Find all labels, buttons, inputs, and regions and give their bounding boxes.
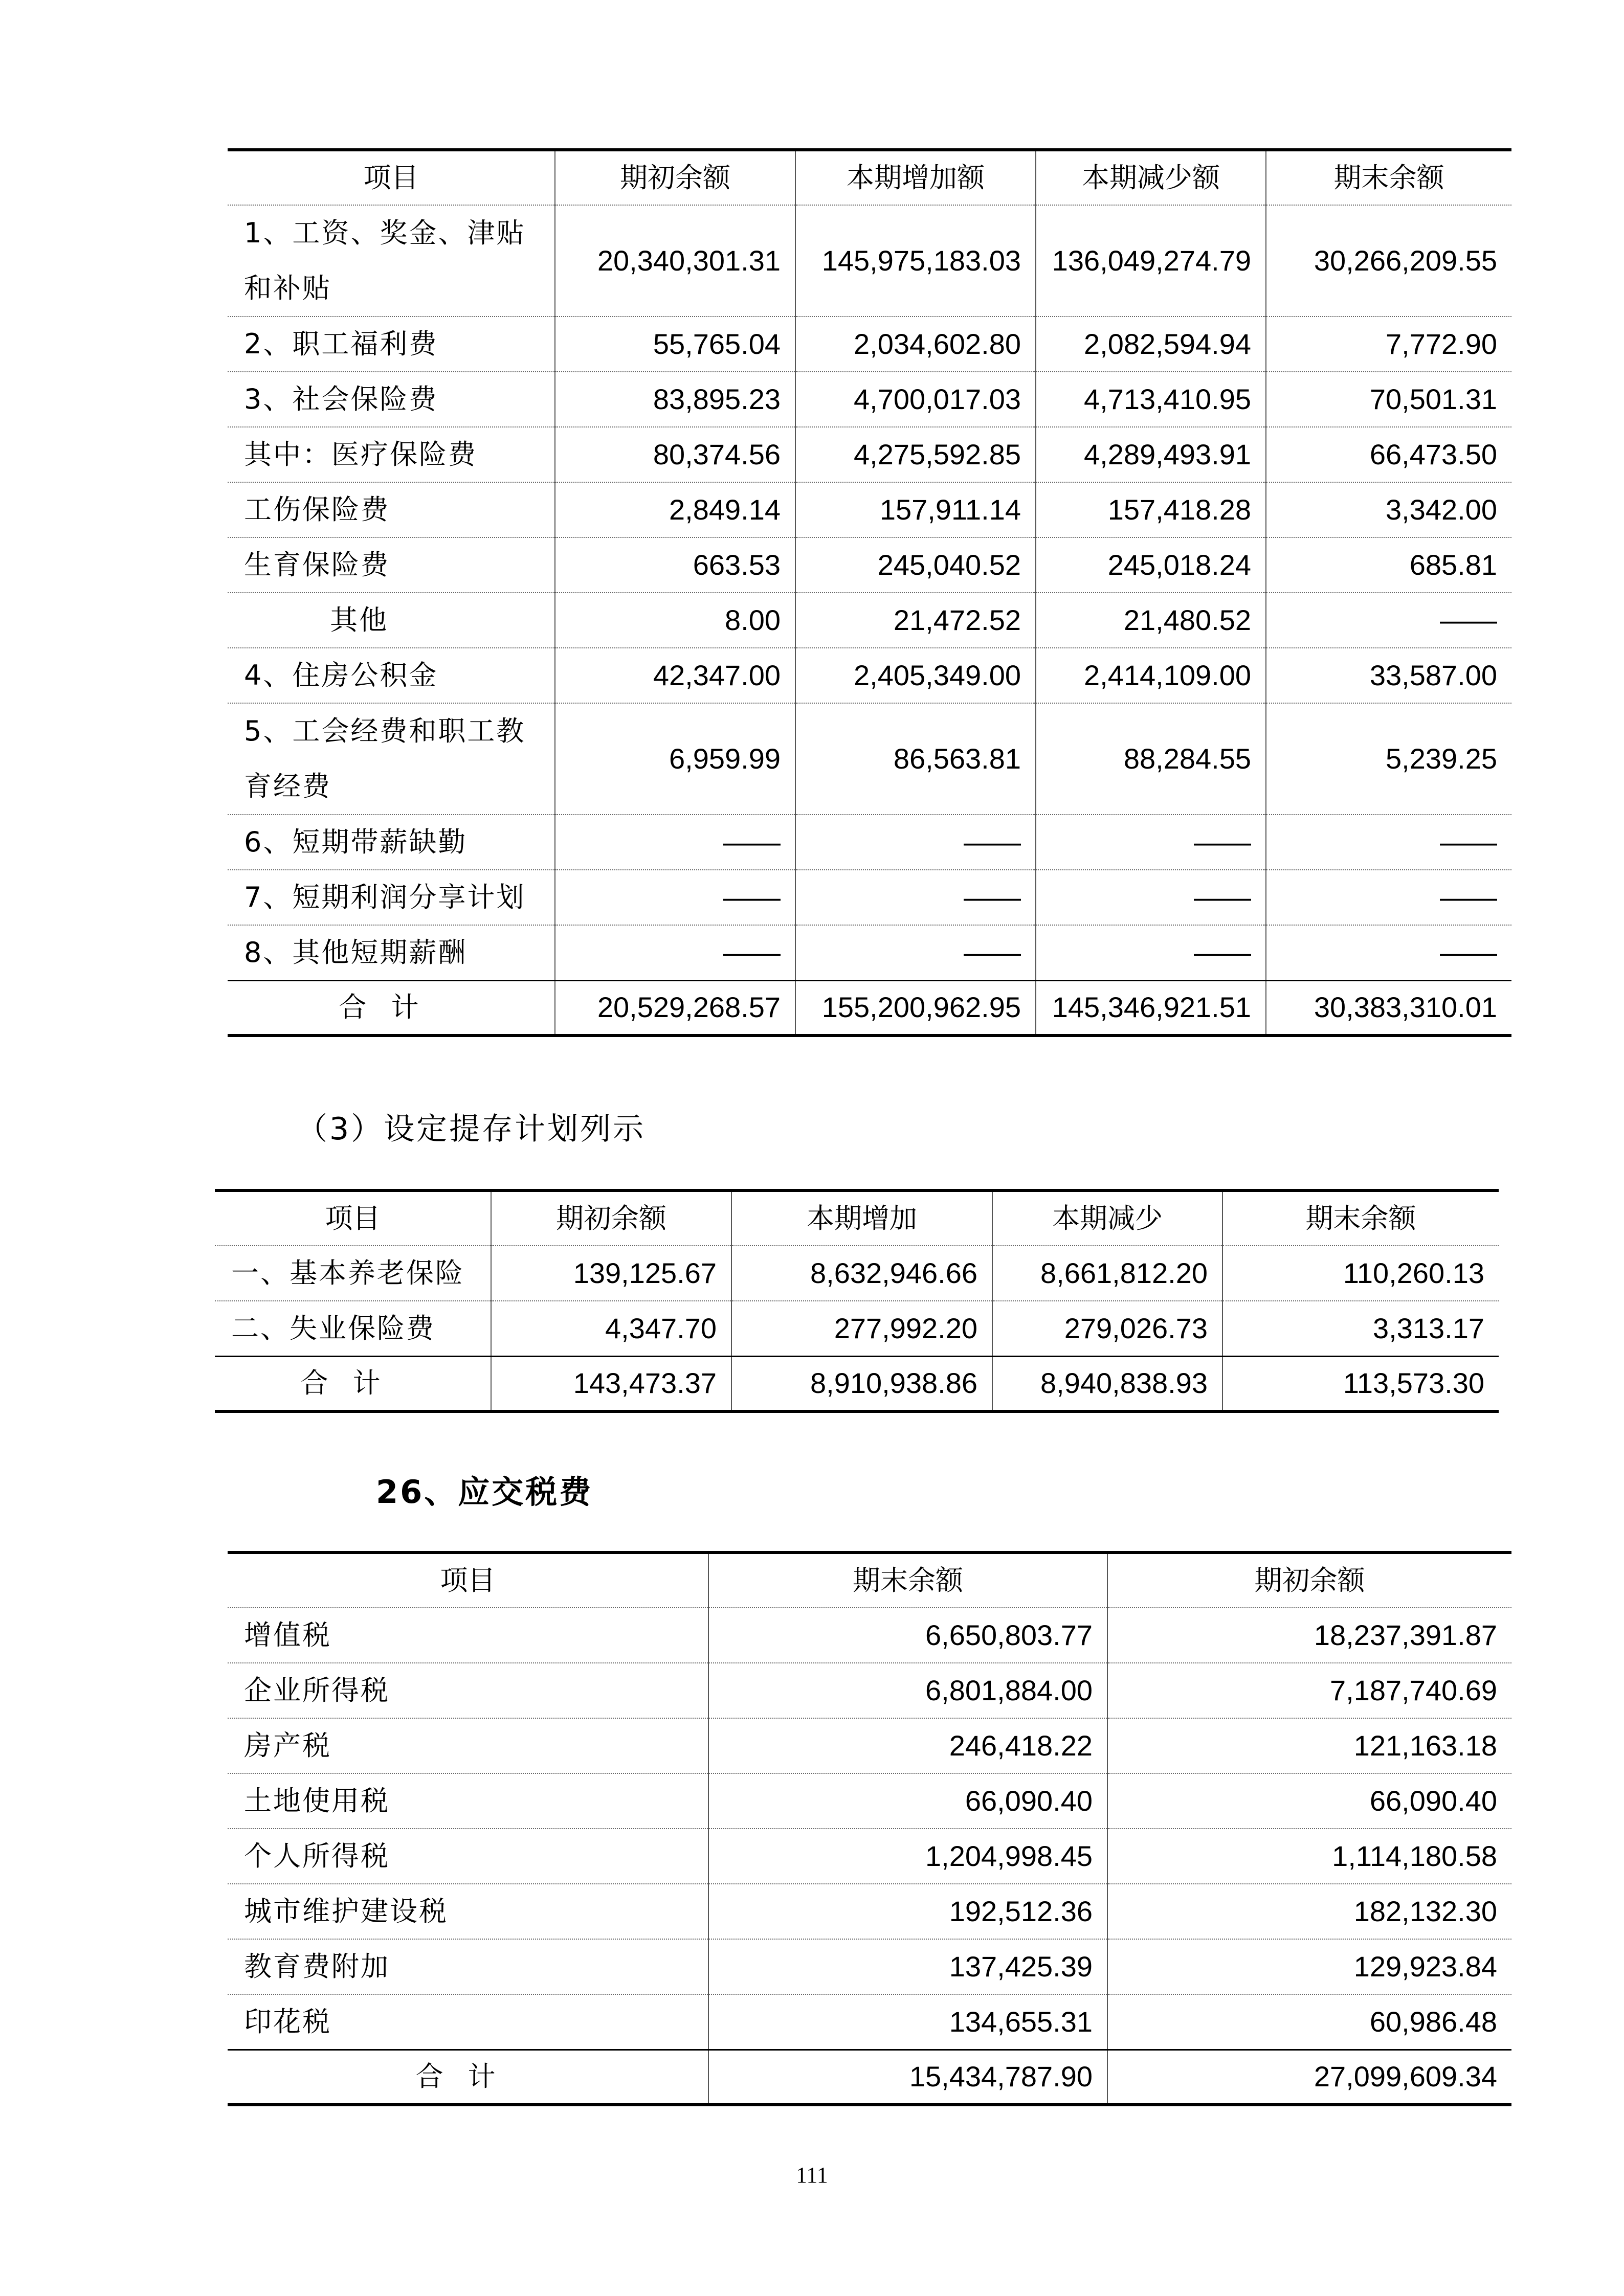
table-row xyxy=(228,1829,1511,1884)
item-label: 土地使用税 xyxy=(228,1773,708,1829)
amount-cell: 2,082,594.94 xyxy=(1036,317,1266,372)
item-label: 教育费附加 xyxy=(228,1939,708,1994)
total-row xyxy=(228,980,1511,1036)
item-label: 合计 xyxy=(215,1356,491,1411)
amount-cell: 245,040.52 xyxy=(795,537,1036,593)
item-label: 3、社会保险费 xyxy=(228,372,555,427)
item-label: 合计 xyxy=(228,2050,708,2105)
amount-cell: —— xyxy=(1266,925,1511,980)
column-header: 项目 xyxy=(363,161,419,194)
amount-cell: —— xyxy=(1266,815,1511,870)
item-label: 4、住房公积金 xyxy=(228,648,555,703)
item-label: 二、失业保险费 xyxy=(215,1301,491,1356)
amount-cell: 80,374.56 xyxy=(555,427,795,482)
amount-cell: 42,347.00 xyxy=(555,648,795,703)
amount-cell: 134,655.31 xyxy=(708,1994,1107,2050)
item-label: 8、其他短期薪酬 xyxy=(228,925,555,980)
table-header-row xyxy=(215,1190,1499,1246)
amount-cell: 2,034,602.80 xyxy=(795,317,1036,372)
table-row xyxy=(228,482,1511,537)
defined-contribution-body xyxy=(215,1190,1499,1411)
amount-cell: 7,772.90 xyxy=(1266,317,1511,372)
column-header: 本期减少 xyxy=(992,1190,1222,1246)
amount-cell: 136,049,274.79 xyxy=(1036,205,1266,317)
amount-cell: 88,284.55 xyxy=(1036,703,1266,815)
column-header: 期初余额 xyxy=(1107,1552,1511,1608)
item-label: 其他 xyxy=(228,593,555,648)
table-row xyxy=(228,1663,1511,1718)
amount-cell: —— xyxy=(1036,815,1266,870)
amount-cell: 21,472.52 xyxy=(795,593,1036,648)
amount-cell: 246,418.22 xyxy=(708,1718,1107,1773)
table-row xyxy=(228,1994,1511,2050)
amount-cell: 83,895.23 xyxy=(555,372,795,427)
item-label: 工伤保险费 xyxy=(228,482,555,537)
amount-cell: 20,340,301.31 xyxy=(555,205,795,317)
amount-cell: 2,414,109.00 xyxy=(1036,648,1266,703)
amount-cell: 113,573.30 xyxy=(1222,1356,1499,1411)
section-heading-taxes-payable: 26、应交税费 xyxy=(376,1473,593,1511)
amount-cell: 157,911.14 xyxy=(795,482,1036,537)
column-header: 项目 xyxy=(325,1202,381,1234)
amount-cell: 143,473.37 xyxy=(491,1356,731,1411)
amount-cell: —— xyxy=(555,815,795,870)
item-label: 合计 xyxy=(228,980,555,1036)
amount-cell: —— xyxy=(555,870,795,925)
amount-cell: 182,132.30 xyxy=(1107,1884,1511,1939)
table-row xyxy=(228,372,1511,427)
amount-cell: 66,090.40 xyxy=(1107,1773,1511,1829)
amount-cell: —— xyxy=(795,925,1036,980)
page-number: 111 xyxy=(796,2163,828,2188)
table-row xyxy=(228,1939,1511,1994)
column-header: 期末余额 xyxy=(1222,1190,1499,1246)
column-header: 期初余额 xyxy=(491,1190,731,1246)
column-header: 期初余额 xyxy=(555,150,795,205)
defined-contribution-table xyxy=(215,1189,1499,1413)
item-label: 其中：医疗保险费 xyxy=(228,427,555,482)
item-label: 增值税 xyxy=(228,1608,708,1663)
table-row xyxy=(228,317,1511,372)
table-row xyxy=(228,1884,1511,1939)
amount-cell: 27,099,609.34 xyxy=(1107,2050,1511,2105)
item-label: 个人所得税 xyxy=(228,1829,708,1884)
amount-cell: 30,383,310.01 xyxy=(1266,980,1511,1036)
column-header: 本期减少额 xyxy=(1036,150,1266,205)
amount-cell: 157,418.28 xyxy=(1036,482,1266,537)
amount-cell: 139,125.67 xyxy=(491,1246,731,1301)
amount-cell: 2,405,349.00 xyxy=(795,648,1036,703)
amount-cell: 8,940,838.93 xyxy=(992,1356,1222,1411)
item-label: 印花税 xyxy=(228,1994,708,2050)
amount-cell: 18,237,391.87 xyxy=(1107,1608,1511,1663)
table-row xyxy=(228,703,1511,815)
amount-cell: —— xyxy=(795,870,1036,925)
table-row xyxy=(215,1246,1499,1301)
item-label: 房产税 xyxy=(228,1718,708,1773)
amount-cell: 245,018.24 xyxy=(1036,537,1266,593)
amount-cell: 20,529,268.57 xyxy=(555,980,795,1036)
item-label: 6、短期带薪缺勤 xyxy=(228,815,555,870)
table-row xyxy=(228,1608,1511,1663)
amount-cell: 277,992.20 xyxy=(731,1301,992,1356)
amount-cell: 3,313.17 xyxy=(1222,1301,1499,1356)
amount-cell: 60,986.48 xyxy=(1107,1994,1511,2050)
item-label: 5、工会经费和职工教育经费 xyxy=(228,703,555,815)
amount-cell: 6,959.99 xyxy=(555,703,795,815)
amount-cell: 663.53 xyxy=(555,537,795,593)
amount-cell: 6,650,803.77 xyxy=(708,1608,1107,1663)
column-header: 本期增加额 xyxy=(795,150,1036,205)
column-header: 期末余额 xyxy=(708,1552,1107,1608)
amount-cell: 33,587.00 xyxy=(1266,648,1511,703)
amount-cell: 1,114,180.58 xyxy=(1107,1829,1511,1884)
amount-cell: 8,661,812.20 xyxy=(992,1246,1222,1301)
amount-cell: 137,425.39 xyxy=(708,1939,1107,1994)
amount-cell: —— xyxy=(1036,870,1266,925)
table-row xyxy=(228,1718,1511,1773)
amount-cell: 5,239.25 xyxy=(1266,703,1511,815)
amount-cell: 129,923.84 xyxy=(1107,1939,1511,1994)
amount-cell: 6,801,884.00 xyxy=(708,1663,1107,1718)
amount-cell: 21,480.52 xyxy=(1036,593,1266,648)
table-row xyxy=(228,870,1511,925)
amount-cell: 110,260.13 xyxy=(1222,1246,1499,1301)
amount-cell: 55,765.04 xyxy=(555,317,795,372)
table-row xyxy=(228,1773,1511,1829)
amount-cell: 1,204,998.45 xyxy=(708,1829,1107,1884)
column-header: 本期增加 xyxy=(731,1190,992,1246)
section-heading-defined-contribution: （3）设定提存计划列示 xyxy=(297,1111,646,1147)
column-header: 期末余额 xyxy=(1266,150,1511,205)
amount-cell: 3,342.00 xyxy=(1266,482,1511,537)
amount-cell: 4,275,592.85 xyxy=(795,427,1036,482)
amount-cell: 4,700,017.03 xyxy=(795,372,1036,427)
amount-cell: 4,347.70 xyxy=(491,1301,731,1356)
amount-cell: 4,289,493.91 xyxy=(1036,427,1266,482)
amount-cell: —— xyxy=(1266,593,1511,648)
table-header-row xyxy=(228,150,1511,205)
item-label: 生育保险费 xyxy=(228,537,555,593)
amount-cell: 4,713,410.95 xyxy=(1036,372,1266,427)
amount-cell: 145,975,183.03 xyxy=(795,205,1036,317)
amount-cell: 192,512.36 xyxy=(708,1884,1107,1939)
short-term-compensation-table xyxy=(228,148,1511,1037)
taxes-payable-table xyxy=(228,1551,1511,2106)
item-label: 企业所得税 xyxy=(228,1663,708,1718)
amount-cell: 2,849.14 xyxy=(555,482,795,537)
item-label: 城市维护建设税 xyxy=(228,1884,708,1939)
table-row xyxy=(228,427,1511,482)
taxes-payable-body xyxy=(228,1552,1511,2105)
table-row xyxy=(228,593,1511,648)
amount-cell: —— xyxy=(1266,870,1511,925)
table-row xyxy=(215,1301,1499,1356)
column-header: 项目 xyxy=(440,1564,496,1596)
short-term-compensation-body xyxy=(228,150,1511,1036)
item-label: 2、职工福利费 xyxy=(228,317,555,372)
amount-cell: —— xyxy=(795,815,1036,870)
amount-cell: —— xyxy=(555,925,795,980)
amount-cell: 8,910,938.86 xyxy=(731,1356,992,1411)
amount-cell: 145,346,921.51 xyxy=(1036,980,1266,1036)
total-row xyxy=(228,2050,1511,2105)
item-label: 7、短期利润分享计划 xyxy=(228,870,555,925)
amount-cell: 8.00 xyxy=(555,593,795,648)
total-row xyxy=(215,1356,1499,1411)
table-row xyxy=(228,925,1511,980)
amount-cell: 685.81 xyxy=(1266,537,1511,593)
amount-cell: 66,090.40 xyxy=(708,1773,1107,1829)
amount-cell: 30,266,209.55 xyxy=(1266,205,1511,317)
table-row xyxy=(228,205,1511,317)
amount-cell: 121,163.18 xyxy=(1107,1718,1511,1773)
item-label: 一、基本养老保险 xyxy=(215,1246,491,1301)
amount-cell: 8,632,946.66 xyxy=(731,1246,992,1301)
amount-cell: 15,434,787.90 xyxy=(708,2050,1107,2105)
table-row xyxy=(228,648,1511,703)
amount-cell: 7,187,740.69 xyxy=(1107,1663,1511,1718)
amount-cell: 86,563.81 xyxy=(795,703,1036,815)
table-row xyxy=(228,537,1511,593)
amount-cell: 70,501.31 xyxy=(1266,372,1511,427)
amount-cell: 155,200,962.95 xyxy=(795,980,1036,1036)
table-header-row xyxy=(228,1552,1511,1608)
amount-cell: —— xyxy=(1036,925,1266,980)
amount-cell: 279,026.73 xyxy=(992,1301,1222,1356)
item-label: 1、工资、奖金、津贴和补贴 xyxy=(228,205,555,317)
table-row xyxy=(228,815,1511,870)
amount-cell: 66,473.50 xyxy=(1266,427,1511,482)
